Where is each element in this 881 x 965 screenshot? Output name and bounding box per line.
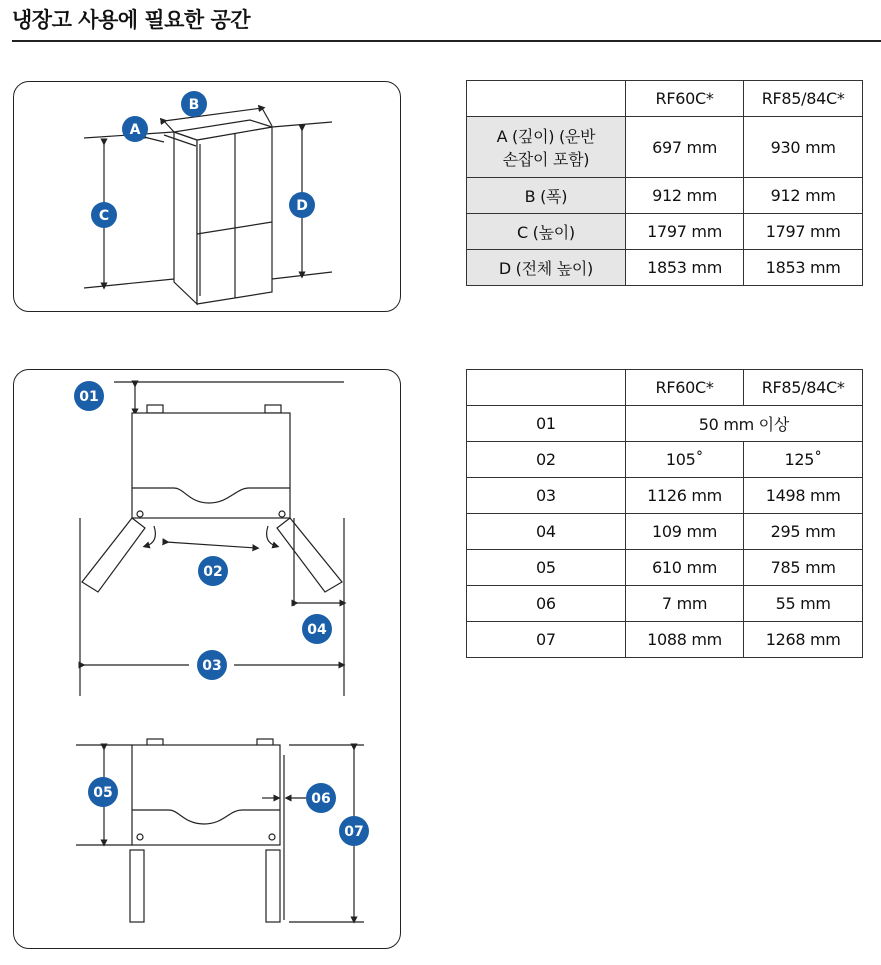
page-title: 냉장고 사용에 필요한 공간 [12,8,251,32]
row-header: 06 [467,586,626,622]
svg-text:03: 03 [202,658,222,674]
table-row [467,442,863,478]
cell-value: 930 mm [744,117,863,178]
table-row [467,586,863,622]
cell-value: 7 mm [625,586,743,622]
row-header: C (높이) [467,214,626,250]
badge-03 [197,650,227,680]
badge-02 [198,556,228,586]
badge-d [289,192,315,218]
table-row [467,622,863,658]
title-divider [12,40,881,42]
cell-value: 1498 mm [744,478,863,514]
clearance-illustration [14,370,400,948]
svg-text:06: 06 [311,791,331,807]
svg-text:07: 07 [344,824,364,840]
row-header: B (폭) [467,178,626,214]
cell-value: 109 mm [625,514,743,550]
row-header: 05 [467,550,626,586]
cell-value: 50 mm 이상 [625,406,862,442]
table-row [467,250,863,286]
fridge-3d-illustration [14,82,400,311]
row-header: 04 [467,514,626,550]
svg-text:01: 01 [79,389,99,405]
badge-b [181,91,207,117]
cell-value: 610 mm [625,550,743,586]
cell-value: 1797 mm [744,214,863,250]
cell-value: 1797 mm [625,214,743,250]
table-row [467,478,863,514]
clearance-table [466,369,863,658]
svg-text:02: 02 [203,564,223,580]
badge-01 [74,381,104,411]
badge-04 [302,614,332,644]
cell-value: 912 mm [744,178,863,214]
svg-text:D: D [296,198,308,214]
cell-value: 55 mm [744,586,863,622]
column-header: RF85/84C* [744,81,863,117]
table-row [467,117,863,178]
cell-value: 295 mm [744,514,863,550]
cell-value: 1268 mm [744,622,863,658]
column-header: RF60C* [625,81,743,117]
cell-value: 1126 mm [625,478,743,514]
badge-a [122,116,148,142]
svg-text:B: B [188,97,200,113]
table-row [467,178,863,214]
cell-value: 1088 mm [625,622,743,658]
badge-05 [88,777,118,807]
cell-value: 697 mm [625,117,743,178]
svg-text:C: C [98,208,110,224]
row-header: 01 [467,406,626,442]
row-header: D (전체 높이) [467,250,626,286]
cell-value: 1853 mm [625,250,743,286]
dimensions-table [466,80,863,286]
svg-text:05: 05 [93,785,113,801]
table-corner [467,81,626,117]
table-row [467,514,863,550]
table-row [467,214,863,250]
column-header: RF85/84C* [744,370,863,406]
row-header: 02 [467,442,626,478]
clearance-diagram [13,369,401,949]
refrigerator-dimensions-diagram [13,81,401,312]
badge-06 [306,783,336,813]
cell-value: 785 mm [744,550,863,586]
table-row [467,550,863,586]
cell-value: 125˚ [744,442,863,478]
row-header: 07 [467,622,626,658]
row-header: 03 [467,478,626,514]
badge-c [91,202,117,228]
cell-value: 912 mm [625,178,743,214]
row-header: A (깊이) (운반 손잡이 포함) [467,117,626,178]
table-row [467,406,863,442]
cell-value: 105˚ [625,442,743,478]
svg-text:04: 04 [307,622,327,638]
cell-value: 1853 mm [744,250,863,286]
table-corner [467,370,626,406]
svg-text:A: A [129,122,141,138]
column-header: RF60C* [625,370,743,406]
badge-07 [339,816,369,846]
